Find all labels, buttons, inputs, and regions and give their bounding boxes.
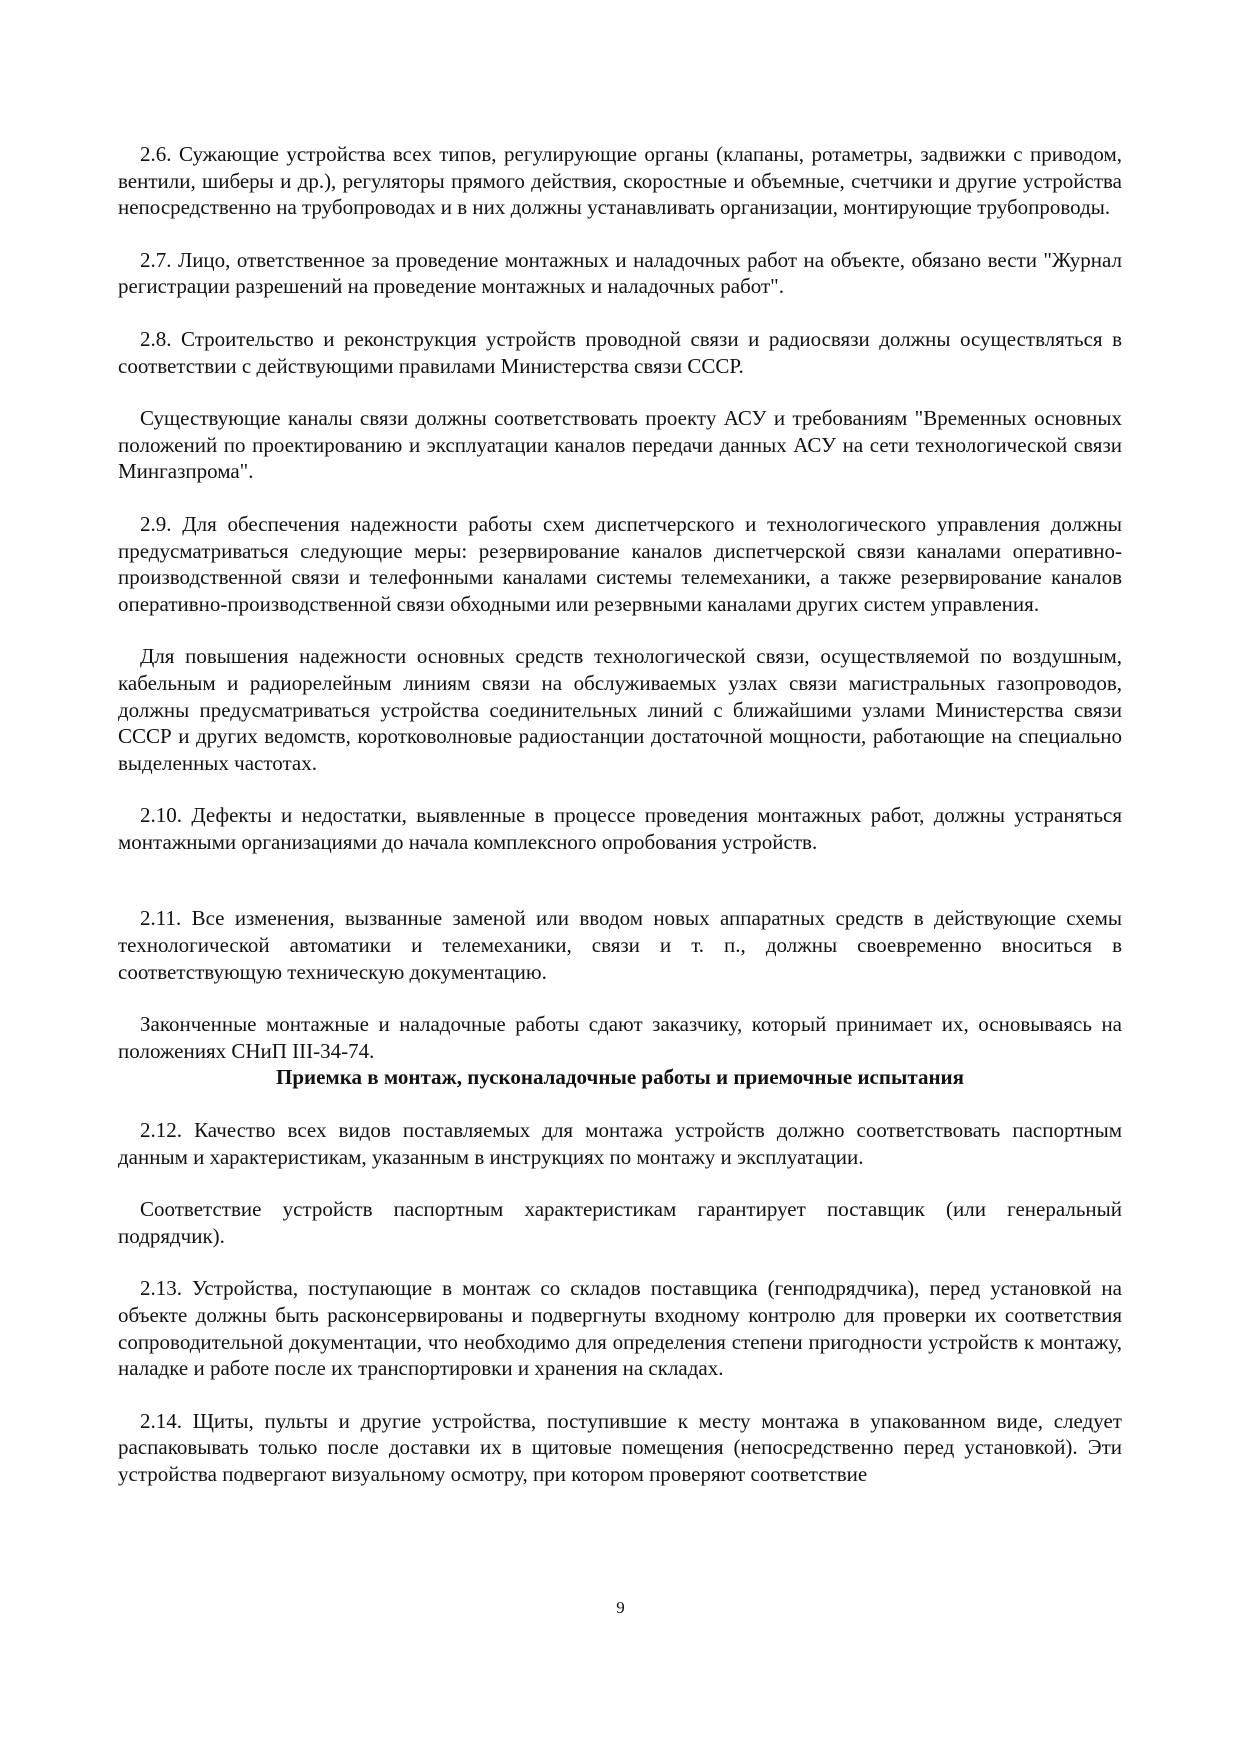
paragraph-2-8: 2.8. Строительство и реконструкция устройств проводной связи и радиосвязи должны осуществляться в соответствии с действующими правилами Министерства связи СССР.	[118, 326, 1122, 378]
paragraph-reliability: Для повышения надежности основных средств технологической связи, осуществляемой по воздушным, кабельным и радиорелейным линиям связи на обслуживаемых узлах связи магистральных газопроводов, должны предусматриваться устройства соединительных линий с ближайшими узлами Министерства связи СССР и других ведомств, коротковолновые радиостанции достаточной мощности, работающие на специально выделенных частотах.	[118, 644, 1122, 775]
paragraph-2-7: 2.7. Лицо, ответственное за проведение монтажных и наладочных работ на объекте, обязано вести "Журнал регистрации разрешений на проведение монтажных и наладочных работ".	[118, 247, 1122, 299]
paragraph-2-12: 2.12. Качество всех видов поставляемых для монтажа устройств должно соответствовать паспортным данным и характеристикам, указанным в инструкциях по монтажу и эксплуатации.	[118, 1118, 1122, 1169]
paragraph-2-13: 2.13. Устройства, поступающие в монтаж со складов поставщика (генподрядчика), перед установкой на объекте должны быть расконсервированы и подвергнуты входному контролю для проверки их соответствия сопроводительной документации, что необходимо для определения степени пригодности устройств к монтажу, наладке и работе после их транспортировки и хранения на складах.	[118, 1276, 1122, 1381]
paragraph-2-11: 2.11. Все изменения, вызванные заменой или вводом новых аппаратных средств в действующие схемы технологической автоматики и телемеханики, связи и т. п., должны своевременно вноситься в соответствующую техническую документацию.	[118, 906, 1122, 984]
paragraph-completed-works: Законченные монтажные и наладочные работы сдают заказчику, который принимает их, основываясь на положениях СНиП III-34-74.	[118, 1012, 1122, 1063]
section-heading: Приемка в монтаж, пусконаладочные работы и приемочные испытания	[275, 1065, 965, 1090]
paragraph-2-10: 2.10. Дефекты и недостатки, выявленные в процессе проведения монтажных работ, должны устраняться монтажными организациями до начала комплексного опробования устройств.	[118, 803, 1122, 854]
paragraph-supplier-guarantee: Соответствие устройств паспортным характеристикам гарантирует поставщик (или генеральный подрядчик).	[118, 1197, 1122, 1248]
paragraph-2-14: 2.14. Щиты, пульты и другие устройства, поступившие к месту монтажа в упакованном виде, следует распаковывать только после доставки их в щитовые помещения (непосредственно перед установкой). Эти устройства подвергают визуальному осмотру, при котором проверяют соответствие	[118, 1408, 1122, 1486]
page-number: 9	[616, 1598, 625, 1617]
paragraph-2-6: 2.6. Сужающие устройства всех типов, регулирующие органы (клапаны, ротаметры, задвижки с приводом, вентили, шиберы и др.), регуляторы прямого действия, скоростные и объемные, счетчики и другие устройства непосредственно на трубопроводах и в них должны устанавливать организации, монтирующие трубопроводы.	[118, 142, 1122, 220]
paragraph-2-9: 2.9. Для обеспечения надежности работы схем диспетчерского и технологического управления должны предусматриваться следующие меры: резервирование каналов диспетчерской связи каналами оперативно-производственной связи и телефонными каналами системы телемеханики, а также резервирование каналов оперативно-производственной связи обходными или резервными каналами других систем управления.	[118, 511, 1122, 616]
document-page	[118, 141, 1122, 1488]
paragraph-existing-channels: Существующие каналы связи должны соответствовать проекту АСУ и требованиям "Временных основных положений по проектированию и эксплуатации каналов передачи данных АСУ на сети технологической связи Мингазпрома".	[118, 406, 1122, 484]
